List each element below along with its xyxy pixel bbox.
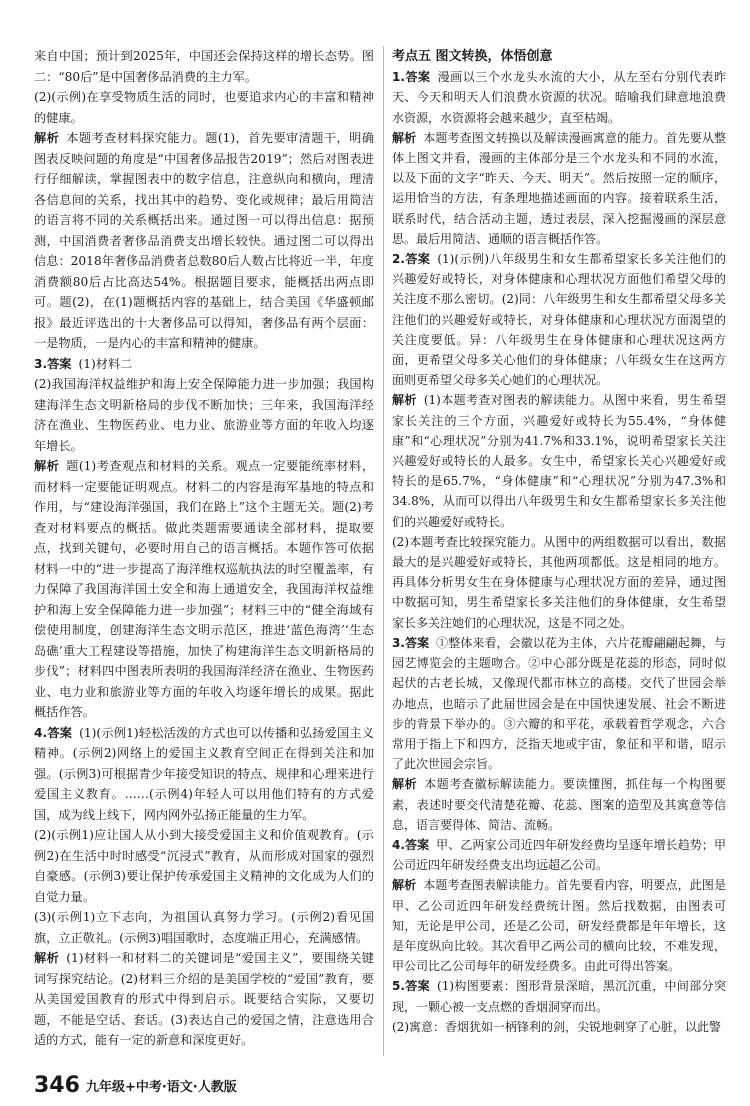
paragraph-text: 本题考查材料探究能力。题(1)，首先要审清题干，明确图表反映问题的角度是“中国奢侈品报告2019”；然后对图表进行仔细解读，掌握图表中的数字信息，注意纵向和横向，理清各信息间的关系，找出其中的趋势、变化或规律；最后用简洁的语言将不同的关系概括出来。通过图一可以得出信息：据预测，中国消费者奢侈品消费支出增长较快。通过图二可以得出信息：2018年奢侈品消费者总数80后人数占比将近一半，年度消费额80后占比高达54%。根据题目要求，能概括出两点即可。题(2)，在(1)题概括内容的基础上，结合美国《华盛顿邮报》最近评选出的十大奢侈品可以得知，奢侈品有两个层面：一是物质，一是内心的丰富和精神的健康。 [34, 131, 375, 350]
paragraph-text: (1)(示例1)轻松活泼的方式也可以传播和弘扬爱国主义精神。(示例2)网络上的爱国主义教育空间正在得到关注和加强。(示例3)可根据青少年接受知识的特点、规律和心理来进行爱国主义教育。……(示例4)年轻人可以用他们特有的方式爱国，成为线上线下，网内网外弘扬正能量的生力军。 [34, 725, 375, 822]
paragraph [34, 374, 374, 456]
section-title: 考点五 图文转换，体悟创意 [392, 49, 553, 64]
paragraph [392, 128, 726, 249]
paragraph-text: 来自中国；预计到2025年，中国还会保持这样的增长态势。图二：“80后”是中国奢侈品消费的主力军。 [34, 49, 374, 84]
analysis-label: 解析 [34, 131, 60, 145]
paragraph [392, 835, 726, 875]
question-number: 3. [392, 635, 405, 650]
paragraph-text: 漫画以三个水龙头水流的大小，从左至右分别代表昨天、今天和明天人们浪费水资源的状况。暗喻我们肆意地浪费水资源，水资源将会越来越少，直至枯竭。 [392, 70, 726, 125]
answer-label: 答案 [404, 70, 431, 85]
paragraph-text: 甲、乙两家公司近四年研发经费均呈逐年增长趋势；甲公司近四年研发经费支出均远超乙公司。 [392, 837, 726, 873]
answer-label: 答案 [404, 635, 430, 650]
paragraph [34, 128, 374, 354]
paragraph [392, 67, 726, 128]
paragraph [34, 87, 374, 128]
answer-label: 答案 [404, 252, 431, 267]
paragraph-text: 本题考查图表解读能力。首先要看内容，明要点，此图是甲、乙公司近四年研发经费统计图。然后找数据，由图表可知，无论是甲公司，还是乙公司，研发经费都是年年增长，这是年度纵向比较。其次看甲乙两公司的横向比较，不难发现，甲公司比乙公司每年的研发经费多。由此可得出答案。 [392, 878, 726, 974]
analysis-label: 解析 [392, 393, 417, 408]
paragraph [392, 774, 726, 835]
analysis-label: 解析 [392, 878, 417, 893]
section-heading [392, 46, 726, 67]
page-number: 346 [34, 1073, 80, 1098]
answer-label: 答案 [47, 356, 72, 371]
paragraph [34, 46, 374, 87]
paragraph-text: 本题考查徽标解读能力。要读懂图，抓住每一个构图要素，表述时要交代清楚花瓣、花蕊、图案的造型及其寓意等信息，语言要得体、简洁、流畅。 [392, 777, 726, 832]
question-number: 2. [392, 252, 405, 267]
question-number: 4. [392, 837, 405, 852]
question-number: 5. [392, 979, 405, 994]
analysis-label: 解析 [392, 777, 418, 792]
paragraph [34, 907, 374, 948]
paragraph [34, 825, 374, 907]
paragraph-text: (1)材料二 [78, 356, 133, 371]
answer-label: 答案 [404, 979, 431, 994]
paragraph-text: (2)寓意：香烟犹如一柄锋利的剑，尖锐地刺穿了心脏，以此警 [392, 1019, 722, 1034]
question-number: 4. [34, 725, 48, 740]
paragraph [34, 354, 374, 375]
paragraph [34, 948, 374, 1051]
paragraph-text: (2)(示例1)应让国人从小到大接受爱国主义和价值观教育。(示例2)在生活中时时感受“沉浸式”教育，从而形成对国家的强烈自豪感。(示例3)要让保护传承爱国主义精神的文化成为人们的自觉力量。 [34, 828, 374, 904]
column-divider [383, 46, 384, 1056]
paragraph [392, 875, 726, 976]
paragraph [34, 456, 374, 723]
paragraph [392, 976, 726, 1016]
paragraph-text: (3)(示例1)立下志向，为祖国认真努力学习。(示例2)看见国旗，立正敬礼。(示例3)唱国歌时，态度端正用心，充满感情。 [34, 910, 374, 945]
paragraph-text: (1)(示例)八年级男生和女生都希望家长多关注他们的兴趣爱好或特长，对身体健康和心理状况方面他们希望父母的关注度不那么密切。(2)同：八年级男生和女生都希望父母多关注他们的兴趣爱好或特长，对身体健康和心理状况方面渴望的关注度要低。异：八年级男生在身体健康和心理状况这两方面，更希望父母多关心他们的身体健康；八年级女生在这两方面则更希望父母多关心她们的心理状况。 [392, 252, 726, 388]
paragraph-text: ①整体来看，会徽以花为主体，六片花瓣翩翩起舞，与园艺博览会的主题吻合。②中心部分既是花蕊的形态，同时似起伏的古老长城，又像现代都市林立的高楼。交代了世园会举办地点，也暗示了此届世园会是在中国快速发展、社会不断进步的背景下举办的。③六瓣的和平花，承载着哲学观念，六合常用于指上下和四方，泛指天地或宇宙，象征和平和谐，昭示了此次世园会宗旨。 [392, 635, 726, 772]
paragraph-text: (1)构图要素：图形背景深暗，黑沉沉重，中间部分突现，一颗心被一支点燃的香烟洞穿而出。 [392, 979, 726, 1014]
paragraph [392, 249, 726, 390]
paragraph-text: (1)材料一和材料二的关键词是“爱国主义”，要围绕关键词写探究结论。(2)材料三介绍的是美国学校的“爱国”教育，要从美国爱国教育的形式中得到启示。既要结合实际，又要切题，不能是空话、套话。(3)表达自己的爱国之情，注意选用合适的方式，能有一定的新意和深度更好。 [34, 951, 374, 1047]
paragraph [34, 723, 374, 826]
left-column [34, 46, 374, 1051]
paragraph-text: (2)我国海洋权益维护和海上安全保障能力进一步加强；我国构建海洋生态文明新格局的步伐不断加快；三年来，我国海洋经济在渔业、生物医药业、电力业、旅游业等方面的年收入均逐年增长。 [34, 377, 374, 453]
paragraph [392, 1017, 726, 1037]
book-title: 九年级+中考·语文·人教版 [85, 1080, 237, 1095]
answer-label: 答案 [404, 837, 430, 852]
paragraph [392, 633, 726, 774]
analysis-label: 解析 [34, 459, 60, 473]
paragraph-text: (1)本题考查对图表的解读能力。从图中来看，男生希望家长关注的三个方面，兴趣爱好或特长为55.4%，“身体健康”和“心理状况”分别为41.7%和33.1%，说明希望家长关注兴趣爱好或特长的人最多。女生中，希望家长关心兴趣爱好或特长的是65.7%，“身体健康”和“心理状况”分别为47.3%和34.8%，从而可以得出八年级男生和女生都希望家长多关注他们的兴趣爱好或特长。 [392, 393, 726, 529]
question-number: 3. [34, 356, 48, 371]
paragraph-text: 本题考查图文转换以及解读漫画寓意的能力。首先要从整体上图文并看，漫画的主体部分是三个水龙头和不同的水流，以及下面的文字“昨天、今天、明天”。然后按照一定的顺序，运用恰当的方法，有条理地描述画面的内容。接着联系生活，联系时代，结合活动主题，透过表层，深入挖掘漫画的深层意思。最后用简洁、通顺的语言概括作答。 [392, 130, 726, 246]
paragraph-text: (2)本题考查比较探究能力。从图中的两组数据可以看出，数据最大的是兴趣爱好或特长，其他两项都低。这是相同的地方。再具体分析男女生在身体健康与心理状况方面的差异，通过图中数据可知，男生希望家长多关注他们的身体健康，女生希望家长多关注她们的心理状况，这是不同之处。 [392, 534, 726, 630]
paragraph-text: (2)(示例)在享受物质生活的同时，也要追求内心的丰富和精神的健康。 [34, 90, 374, 125]
answer-label: 答案 [47, 725, 73, 740]
question-number: 1. [392, 70, 405, 85]
page-footer [34, 1073, 237, 1098]
analysis-label: 解析 [34, 951, 60, 965]
right-column [392, 46, 726, 1037]
analysis-label: 解析 [392, 130, 417, 145]
paragraph-text: 题(1)考查观点和材料的关系。观点一定要能统率材料，而材料一定要能证明观点。材料二的内容是海军基地的特点和作用，与“建设海洋强国，我们在路上”这个主题无关。题(2)考查对材料要点的概括。做此类题需要通读全部材料，提取要点，找到关键句，必要时用自己的语言概括。本题作答可依据材料一中的“进一步提高了海洋维权巡航执法的时空覆盖率，有力保障了我国海洋国土安全和海上通道安全，我国海洋权益维护和海上安全保障能力进一步加强”；材料三中的“健全海域有偿使用制度，创建海洋生态文明示范区，推进‘蓝色海湾’‘生态岛礁’重大工程建设等措施，加快了构建海洋生态文明新格局的步伐”；材料四中图表所表明的我国海洋经济在渔业、生物医药业、电力业和旅游业等方面的年收入均逐年增长的成果。据此概括作答。 [34, 459, 375, 719]
paragraph [392, 532, 726, 633]
paragraph [392, 390, 726, 531]
